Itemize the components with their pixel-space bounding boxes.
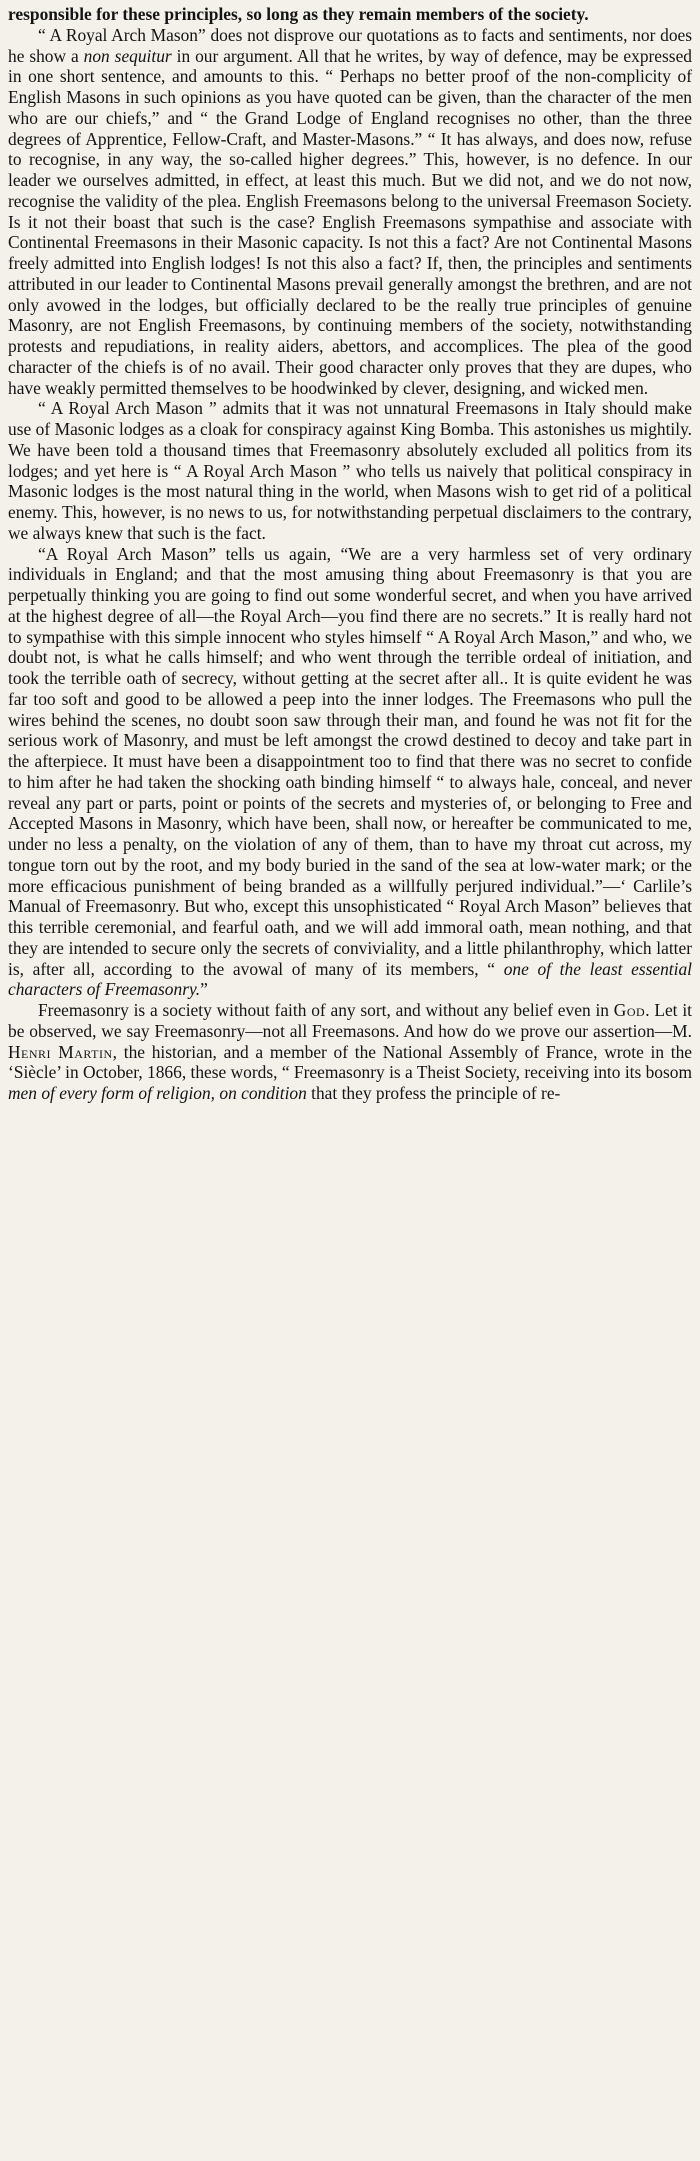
text-run: that they profess the principle of re- <box>306 1083 561 1103</box>
paragraph <box>8 398 692 543</box>
text-run: . Let it be observed, we say Freemasonry—not all Freemasons. And how do we prove our assertion—M. <box>8 1000 692 1041</box>
text-run: in our argument. All that he writes, by way of defence, may be expressed in one short sentence, and amounts to this. “ Perhaps no better proof of the non-complicity of English Masons in such opinions as you have quoted can be given, than the character of the men who are our chiefs,” and “ the Grand Lodge of England recognises no other, than the three degrees of Apprentice, Fellow-Craft, and Master-Masons.” “ It has always, and does now, refuse to recognise, in any way, the so-called higher degrees.” This, however, is no defence. In our leader we ourselves admitted, in effect, at least this much. But we did not, and we do not now, recognise the validity of the plea. English Freemasons belong to the universal Freemason Society. Is it not their boast that such is the case? English Freemasons sympathise and associate with Continental Freemasons in their Masonic capacity. Is not this a fact? Are not Continental Masons freely admitted into English lodges! Is not this also a fact? If, then, the principles and sentiments attributed in our leader to Continental Masons prevail generally amongst the brethren, and are not only avowed in the lodges, but officially declared to be the really true principles of genuine Masonry, are not English Freemasons, by continuing members of the society, notwithstanding protests and repudiations, in reality aiders, abettors, and accomplices. The plea of the good character of the chiefs is of no avail. Their good character only proves that they are dupes, who have weakly permitted themselves to be hoodwinked by clever, designing, and wicked men. <box>8 45 692 398</box>
text-run: , the historian, and a member of the National Assembly of France, wrote in the ‘Siècle’ in October, 1866, these words, “ Freemasonry is a Theist Society, receiving into its bosom <box>8 1041 692 1083</box>
italic-text: one of the least essential characters of Freemasonry. <box>8 958 692 1000</box>
text-run: ” <box>200 979 208 1000</box>
italic-text: non sequitur <box>83 45 172 66</box>
text-run: Freemasonry is a society without faith of any sort, and without any belief even in <box>38 1000 614 1020</box>
text-run: “ A Royal Arch Mason” does not disprove our quotations as to facts and sentiments, nor does he show a <box>8 24 692 66</box>
text-run: “ A Royal Arch Mason ” admits that it was not unnatural Freemasons in Italy should make use of Masonic lodges as a cloak for conspiracy against King Bomba. This astonishes us mightily. We have been told a thousand times that Freemasonry absolutely excluded all politics from its lodges; and yet here is “ A Royal Arch Mason ” who tells us naively that political conspiracy in Masonic lodges is the most natural thing in the world, when Masons wish to get rid of a political enemy. This, however, is no news to us, for notwithstanding perpetual disclaimers to the contrary, we always knew that such is the fact. <box>8 398 692 543</box>
bold-text: responsible for these principles, so long as they remain members of the society. <box>8 4 589 24</box>
paragraph <box>8 544 692 1001</box>
small-caps-text: God <box>613 1000 646 1020</box>
article-body <box>8 4 692 1104</box>
text-run: “A Royal Arch Mason” tells us again, “We are a very harmless set of very ordinary individuals in England; and that the most amusing thing about Freemasonry is that you are perpetually thinking you are going to find out some wonderful secret, and when you have arrived at the highest degree of all—the Royal Arch—you find there are no secrets.” It is really hard not to sympathise with this simple innocent who styles himself “ A Royal Arch Mason,” and who, we doubt not, is what he calls himself; and who went through the terrible ordeal of initiation, and took the terrible oath of secrecy, without getting at the secret after all.. It is quite evident he was far too soft and good to be allowed a peep into the inner lodges. The Freemasons who pull the wires behind the scenes, no doubt soon saw through their man, and found he was not fit for the serious work of Masonry, and must be left amongst the crowd destined to decoy and take part in the afterpiece. It must have been a disappointment too to find that there was no secret to confide to him after he had taken the shocking oath binding himself “ to always hale, conceal, and never reveal any part or parts, point or points of the secrets and mysteries of, or belonging to Free and Accepted Masons in Masonry, which have been, shall now, or hereafter be communicated to me, under no less a penalty, on the violation of any of them, than to have my throat cut across, my tongue torn out by the root, and my body buried in the sand of the sea at low-water mark; or the more efficacious punishment of being branded as a willfully perjured individual.”—‘ Carlile’s Manual of Freemasonry. But who, except this unsophisticated “ Royal Arch Mason” believes that this terrible ceremonial, and fearful oath, and we will add immoral oath, mean nothing, and that they are intended to secure only the secrets of conviviality, and a little philanthrophy, which latter is, after all, according to the avowal of many of its members, “ <box>8 543 692 979</box>
small-caps-text: Henri Martin <box>8 1041 113 1062</box>
paragraph <box>8 1000 692 1104</box>
italic-text: men of every form of religion, on condition <box>8 1083 307 1103</box>
paragraph <box>8 25 692 399</box>
paragraph <box>8 4 692 25</box>
